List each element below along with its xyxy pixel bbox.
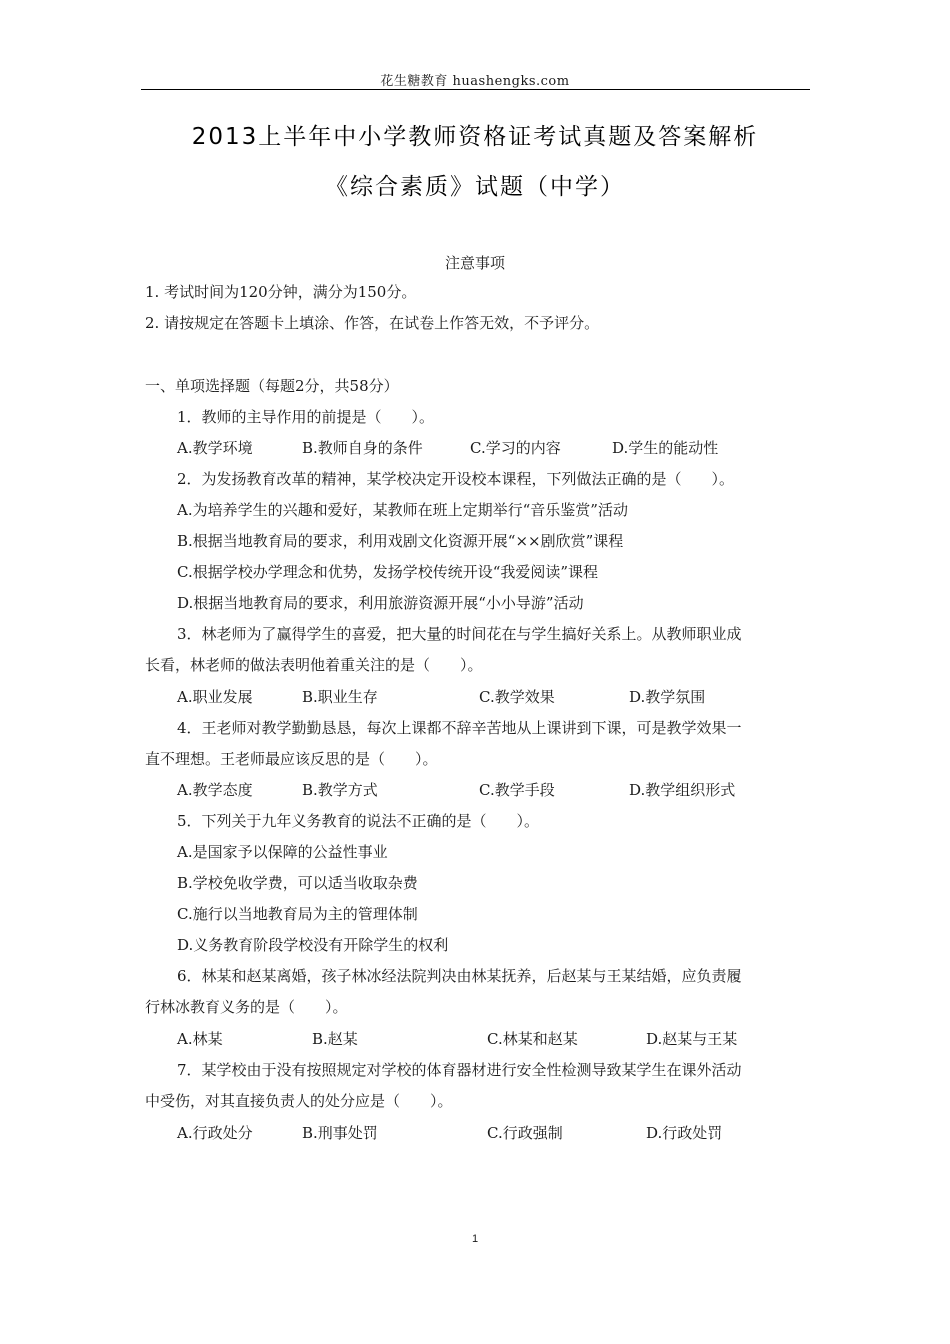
- question-option: D.教学氛围: [629, 688, 706, 706]
- notice-heading: 注意事项: [444, 254, 505, 272]
- question-option: D.根据当地教育局的要求，利用旅游资源开展“小小导游”活动: [177, 594, 584, 612]
- question-stem: 3．林老师为了赢得学生的喜爱，把大量的时间花在与学生搞好关系上。从教师职业成: [177, 625, 742, 643]
- question-option: B.职业生存: [302, 688, 378, 706]
- question-option: C.教学效果: [479, 688, 555, 706]
- question-option: B.赵某: [312, 1030, 358, 1048]
- question-stem: 直不理想。王老师最应该反思的是（ ）。: [145, 750, 438, 768]
- question-option: A.为培养学生的兴趣和爱好，某教师在班上定期举行“音乐鉴赏”活动: [177, 501, 628, 519]
- notice-item: 1. 考试时间为120分钟，满分为150分。: [145, 283, 417, 301]
- question-option: A.教学环境: [177, 439, 253, 457]
- question-option: C.学习的内容: [470, 439, 561, 457]
- question-option: A.职业发展: [177, 688, 253, 706]
- question-option: B.教学方式: [302, 781, 378, 799]
- question-option: C.施行以当地教育局为主的管理体制: [177, 905, 418, 923]
- question-option: D.赵某与王某: [646, 1030, 738, 1048]
- header-divider: [141, 89, 810, 90]
- question-option: C.林某和赵某: [487, 1030, 578, 1048]
- question-stem: 中受伤，对其直接负责人的处分应是（ ）。: [145, 1092, 453, 1110]
- question-option: B.学校免收学费，可以适当收取杂费: [177, 874, 418, 892]
- document-subtitle: 《综合素质》试题（中学）: [325, 174, 625, 200]
- question-option: D.教学组织形式: [629, 781, 736, 799]
- question-option: C.行政强制: [487, 1124, 563, 1142]
- question-stem: 6．林某和赵某离婚，孩子林冰经法院判决由林某抚养，后赵某与王某结婚，应负责履: [177, 967, 742, 985]
- page-number: 1: [471, 1233, 479, 1245]
- question-option: B.根据当地教育局的要求，利用戏剧文化资源开展“××剧欣赏”课程: [177, 532, 624, 550]
- question-option: D.学生的能动性: [612, 439, 719, 457]
- question-option: B.刑事处罚: [302, 1124, 378, 1142]
- question-stem: 7．某学校由于没有按照规定对学校的体育器材进行安全性检测导致某学生在课外活动: [177, 1061, 742, 1079]
- question-stem: 行林冰教育义务的是（ ）。: [145, 998, 348, 1016]
- question-stem: 1．教师的主导作用的前提是（ ）。: [177, 408, 435, 426]
- page-header: 花生糖教育 huashengks.com: [380, 74, 570, 89]
- question-stem: 长看，林老师的做法表明他着重关注的是（ ）。: [145, 656, 483, 674]
- question-option: A.林某: [177, 1030, 223, 1048]
- question-option: A.教学态度: [177, 781, 253, 799]
- question-option: A.是国家予以保障的公益性事业: [177, 843, 388, 861]
- question-option: A.行政处分: [177, 1124, 253, 1142]
- question-option: C.根据学校办学理念和优势，发扬学校传统开设“我爱阅读”课程: [177, 563, 599, 581]
- question-option: B.教师自身的条件: [302, 439, 423, 457]
- notice-item: 2. 请按规定在答题卡上填涂、作答，在试卷上作答无效，不予评分。: [145, 314, 600, 332]
- section-title: 一、单项选择题（每题2分，共58分）: [145, 377, 399, 395]
- question-option: D.义务教育阶段学校没有开除学生的权利: [177, 936, 449, 954]
- question-stem: 2．为发扬教育改革的精神，某学校决定开设校本课程，下列做法正确的是（ ）。: [177, 470, 735, 488]
- question-stem: 4．王老师对教学勤勤恳恳，每次上课都不辞辛苦地从上课讲到下课，可是教学效果一: [177, 719, 742, 737]
- document-title: 2013上半年中小学教师资格证考试真题及答案解析: [191, 124, 759, 150]
- question-stem: 5．下列关于九年义务教育的说法不正确的是（ ）。: [177, 812, 540, 830]
- question-option: D.行政处罚: [646, 1124, 723, 1142]
- question-option: C.教学手段: [479, 781, 555, 799]
